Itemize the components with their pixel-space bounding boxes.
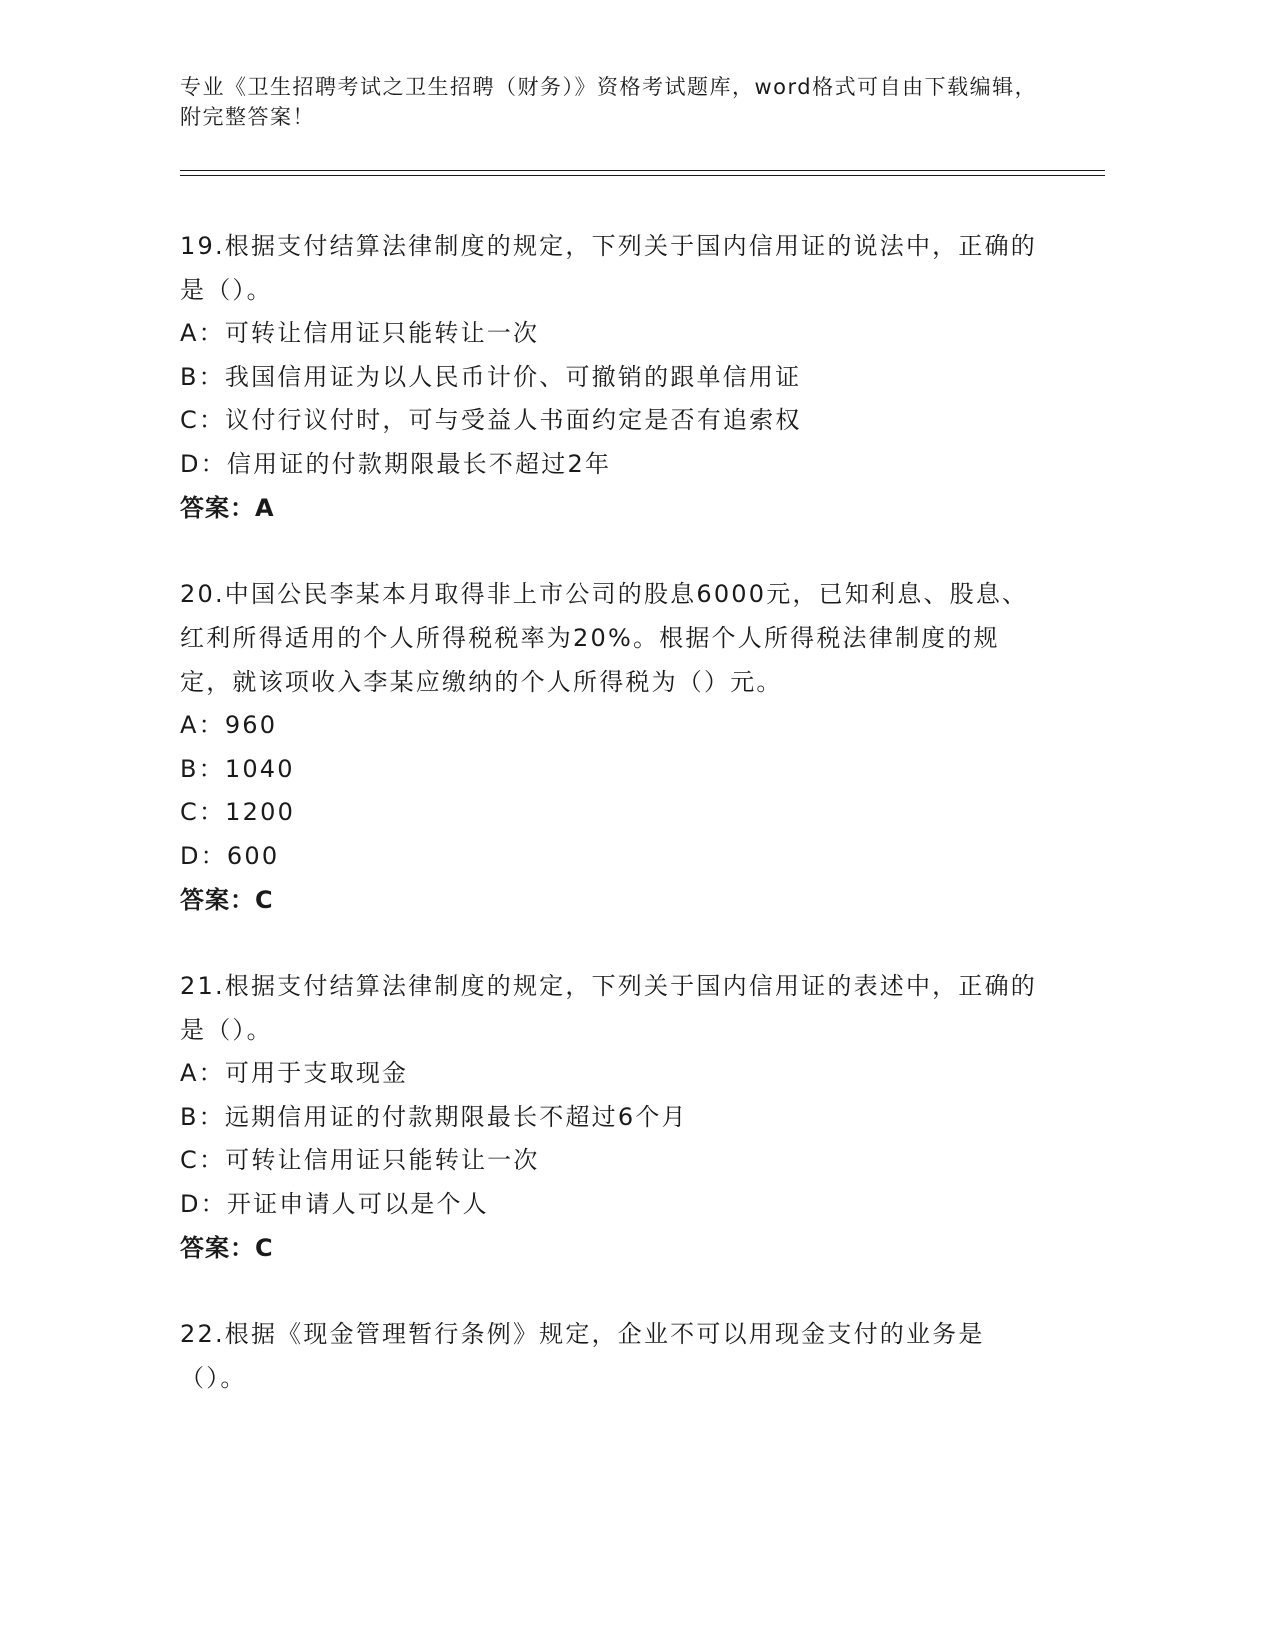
option-c: C：可转让信用证只能转让一次 xyxy=(180,1146,540,1174)
question-20 xyxy=(180,572,1040,922)
option-list xyxy=(180,704,1040,878)
answer: 答案：C xyxy=(180,1234,274,1262)
option-d: D：开证申请人可以是个人 xyxy=(180,1189,489,1218)
option-c: C：议付行议付时，可与受益人书面约定是否有追索权 xyxy=(180,406,802,434)
option-a: A：可转让信用证只能转让一次 xyxy=(180,319,540,347)
header-divider-bottom xyxy=(180,175,1105,176)
question-19 xyxy=(180,224,1040,530)
option-list xyxy=(180,312,1040,486)
document-header: 专业《卫生招聘考试之卫生招聘（财务）》资格考试题库，word格式可自由下载编辑，附完整答案！ xyxy=(180,75,1038,129)
header-divider-top xyxy=(180,170,1105,171)
option-b: B：远期信用证的付款期限最长不超过6个月 xyxy=(180,1102,688,1131)
option-list xyxy=(180,1052,1040,1226)
question-stem: 20.中国公民李某本月取得非上市公司的股息6000元，已知利息、股息、红利所得适用的个人所得税税率为20%。根据个人所得税法律制度的规定，就该项收入李某应缴纳的个人所得税为（）元。 xyxy=(180,580,1029,696)
option-a: A：可用于支取现金 xyxy=(180,1059,409,1087)
option-b: B：1040 xyxy=(180,754,295,783)
question-22 xyxy=(180,1312,1040,1400)
question-21 xyxy=(180,964,1040,1270)
question-stem: 21.根据支付结算法律制度的规定，下列关于国内信用证的表述中，正确的是（）。 xyxy=(180,972,1037,1044)
option-a: A：960 xyxy=(180,711,278,739)
option-b: B：我国信用证为以人民币计价、可撤销的跟单信用证 xyxy=(180,362,802,391)
answer: 答案：C xyxy=(180,886,274,914)
option-d: D：600 xyxy=(180,841,280,870)
answer: 答案：A xyxy=(180,494,275,522)
question-stem: 22.根据《现金管理暂行条例》规定，企业不可以用现金支付的业务是（）。 xyxy=(180,1320,985,1392)
option-d: D：信用证的付款期限最长不超过2年 xyxy=(180,449,612,478)
question-stem: 19.根据支付结算法律制度的规定，下列关于国内信用证的说法中，正确的是（）。 xyxy=(180,232,1037,304)
option-c: C：1200 xyxy=(180,798,296,826)
